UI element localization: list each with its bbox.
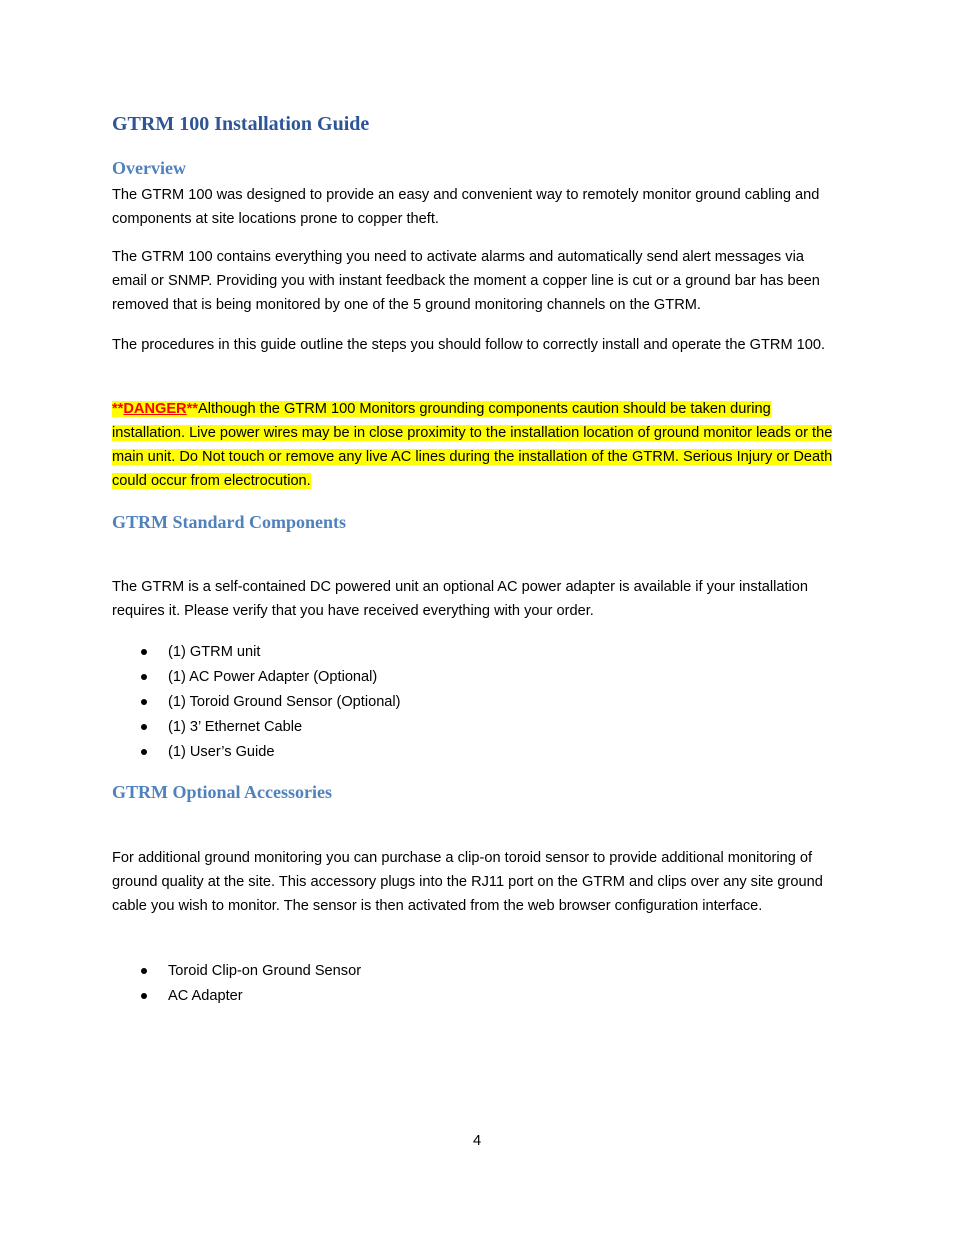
bullet-icon (141, 674, 147, 680)
danger-prefix: ** (112, 401, 124, 417)
optional-accessories-heading: GTRM Optional Accessories (112, 782, 332, 802)
list-item: (1) AC Power Adapter (Optional) (112, 665, 401, 690)
page-number: 4 (472, 1133, 482, 1149)
bullet-icon (141, 993, 147, 999)
standard-components-list (112, 640, 401, 765)
overview-paragraph-2: The GTRM 100 contains everything you need to activate alarms and automatically send alert messages via email or SNMP. Providing you with instant feedback the moment a copper line is cut or a ground bar has been removed that is being monitored by one of the 5 ground monitoring channels on the GTRM. (112, 249, 820, 313)
list-item: (1) User’s Guide (112, 740, 401, 765)
document-title: GTRM 100 Installation Guide (112, 113, 370, 135)
standard-components-heading: GTRM Standard Components (112, 512, 347, 532)
bullet-icon (141, 649, 147, 655)
bullet-icon (141, 968, 147, 974)
list-item: (1) Toroid Ground Sensor (Optional) (112, 690, 401, 715)
overview-heading: Overview (112, 158, 186, 178)
standard-components-paragraph: The GTRM is a self-contained DC powered unit an optional AC power adapter is available if your installation requires it. Please verify that you have received everything with your order. (112, 579, 808, 619)
bullet-icon (141, 724, 147, 730)
list-item: AC Adapter (112, 984, 361, 1009)
bullet-icon (141, 749, 147, 755)
bullet-icon (141, 699, 147, 705)
optional-accessories-list (112, 959, 361, 1009)
danger-text: Although the GTRM 100 Monitors grounding components caution should be taken during installation. Live power wires may be in close proximity to the installation location of ground monitor leads or the main unit. Do Not touch or remove any live AC lines during the installation of the GTRM. Serious Injury or Death could occur from electrocution. (112, 401, 833, 489)
list-item: (1) GTRM unit (112, 640, 401, 665)
list-item: Toroid Clip-on Ground Sensor (112, 959, 361, 984)
danger-highlight (112, 401, 832, 489)
overview-paragraph-1: The GTRM 100 was designed to provide an easy and convenient way to remotely monitor ground cabling and components at site locations prone to copper theft. (112, 187, 820, 227)
list-item: (1) 3’ Ethernet Cable (112, 715, 401, 740)
document-page (112, 0, 842, 1233)
danger-warning (112, 397, 842, 493)
danger-suffix: ** (186, 401, 198, 417)
danger-label: DANGER (123, 401, 187, 417)
overview-paragraph-3: The procedures in this guide outline the steps you should follow to correctly install and operate the GTRM 100. (112, 337, 826, 353)
optional-accessories-paragraph: For additional ground monitoring you can purchase a clip-on toroid sensor to provide additional monitoring of ground quality at the site. This accessory plugs into the RJ11 port on the GTRM and clips over any site ground cable you wish to monitor. The sensor is then activated from the web browser configuration interface. (112, 850, 823, 914)
